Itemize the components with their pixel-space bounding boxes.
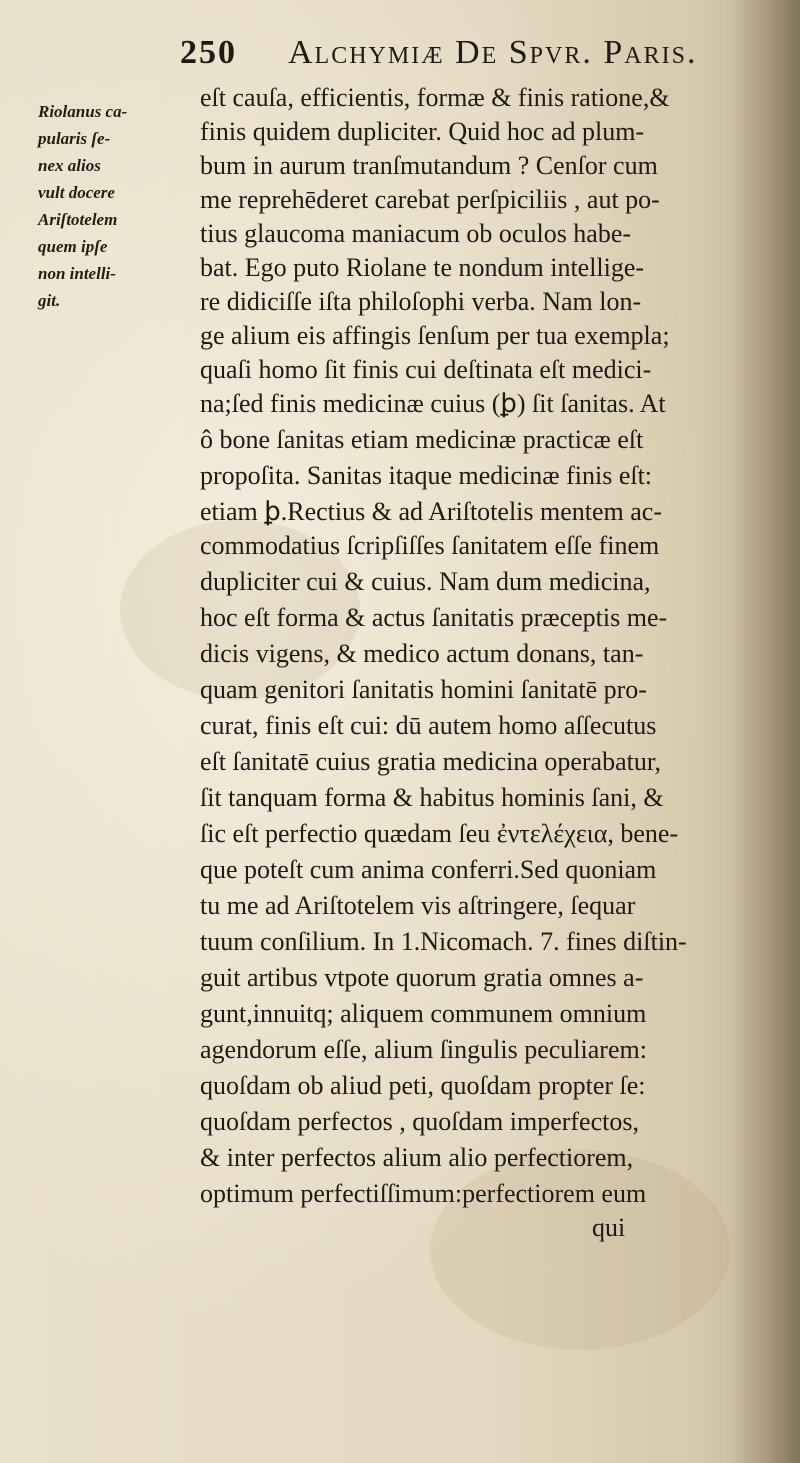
text-line: ô bone ſanitas etiam medicinæ practicæ eſt xyxy=(200,425,644,454)
text-line: bat. Ego puto Riolane te nondum intellige- xyxy=(200,253,645,282)
text-line: me reprehēderet carebat perſpiciliis , aut po- xyxy=(200,185,660,214)
text-line: ſit tanquam forma & habitus hominis ſani, & xyxy=(200,783,664,812)
margin-note-line: nex alios xyxy=(38,156,101,175)
text-line: na;ſed finis medicinæ cuius (ꝧ) ſit ſanitas. At xyxy=(200,389,666,418)
text-line: commodatius ſcripſiſſes ſanitatem eſſe finem xyxy=(200,531,660,560)
text-line: quam genitori ſanitatis homini ſanitatē pro- xyxy=(200,675,647,704)
text-line: re didiciſſe iſta philoſophi verba. Nam lon- xyxy=(200,287,642,316)
text-line: optimum perfectiſſimum:perfectiorem eum xyxy=(200,1179,647,1208)
text-line: bum in aurum tranſmutandum ? Cenſor cum xyxy=(200,151,658,180)
text-line: eſt ſanitatē cuius gratia medicina operabatur, xyxy=(200,747,661,776)
margin-note-line: Riolanus ca- xyxy=(38,102,128,121)
text-line: eſt cauſa, efficientis, formæ & finis ratione,& xyxy=(200,83,670,112)
text-line: etiam ꝧ.Rectius & ad Ariſtotelis mentem ac- xyxy=(200,497,662,526)
text-line: quoſdam perfectos , quoſdam imperfectos, xyxy=(200,1107,639,1136)
text-line: ge alium eis affingis ſenſum per tua exempla; xyxy=(200,321,670,350)
text-line: & inter perfectos alium alio perfectiorem, xyxy=(200,1143,634,1172)
text-line: propoſita. Sanitas itaque medicinæ finis eſt: xyxy=(200,461,653,490)
text-line: tius glaucoma maniacum ob oculos habe- xyxy=(200,219,632,248)
text-line: quaſi homo ſit finis cui deſtinata eſt medici- xyxy=(200,355,652,384)
text-line: gunt,innuitq; aliquem communem omnium xyxy=(200,999,647,1028)
text-line: que poteſt cum anima conferri.Sed quoniam xyxy=(200,855,657,884)
text-line: dicis vigens, & medico actum donans, tan- xyxy=(200,639,644,668)
text-line: tu me ad Ariſtotelem vis aſtringere, ſequar xyxy=(200,891,636,920)
text-line: hoc eſt forma & actus ſanitatis præceptis me- xyxy=(200,603,668,632)
margin-note-line: non intelli- xyxy=(38,264,116,283)
margin-note-line: quem ipſe xyxy=(38,237,108,256)
text-line: qui xyxy=(592,1213,626,1242)
margin-note-line: Ariſtotelem xyxy=(38,210,118,229)
text-line: ſic eſt perfectio quædam ſeu ἐντελέχεια, bene- xyxy=(200,819,679,848)
margin-note-line: pularis ſe- xyxy=(38,129,111,148)
page-number: 250 xyxy=(180,34,237,71)
margin-note-line: vult docere xyxy=(38,183,115,202)
margin-note-line: git. xyxy=(38,291,61,310)
text-line: quoſdam ob aliud peti, quoſdam propter ſe: xyxy=(200,1071,646,1100)
text-line: guit artibus vtpote quorum gratia omnes a- xyxy=(200,963,644,992)
text-line: agendorum eſſe, alium ſingulis peculiarem: xyxy=(200,1035,647,1064)
text-line: tuum conſilium. In 1.Nicomach. 7. fines diſtin- xyxy=(200,927,687,956)
text-line: dupliciter cui & cuius. Nam dum medicina, xyxy=(200,567,651,596)
text-line: curat, finis eſt cui: dū autem homo aſſecutus xyxy=(200,711,657,740)
text-line: finis quidem dupliciter. Quid hoc ad plum- xyxy=(200,117,645,146)
running-title: Alchymiæ De Spvr. Paris. xyxy=(288,34,698,71)
